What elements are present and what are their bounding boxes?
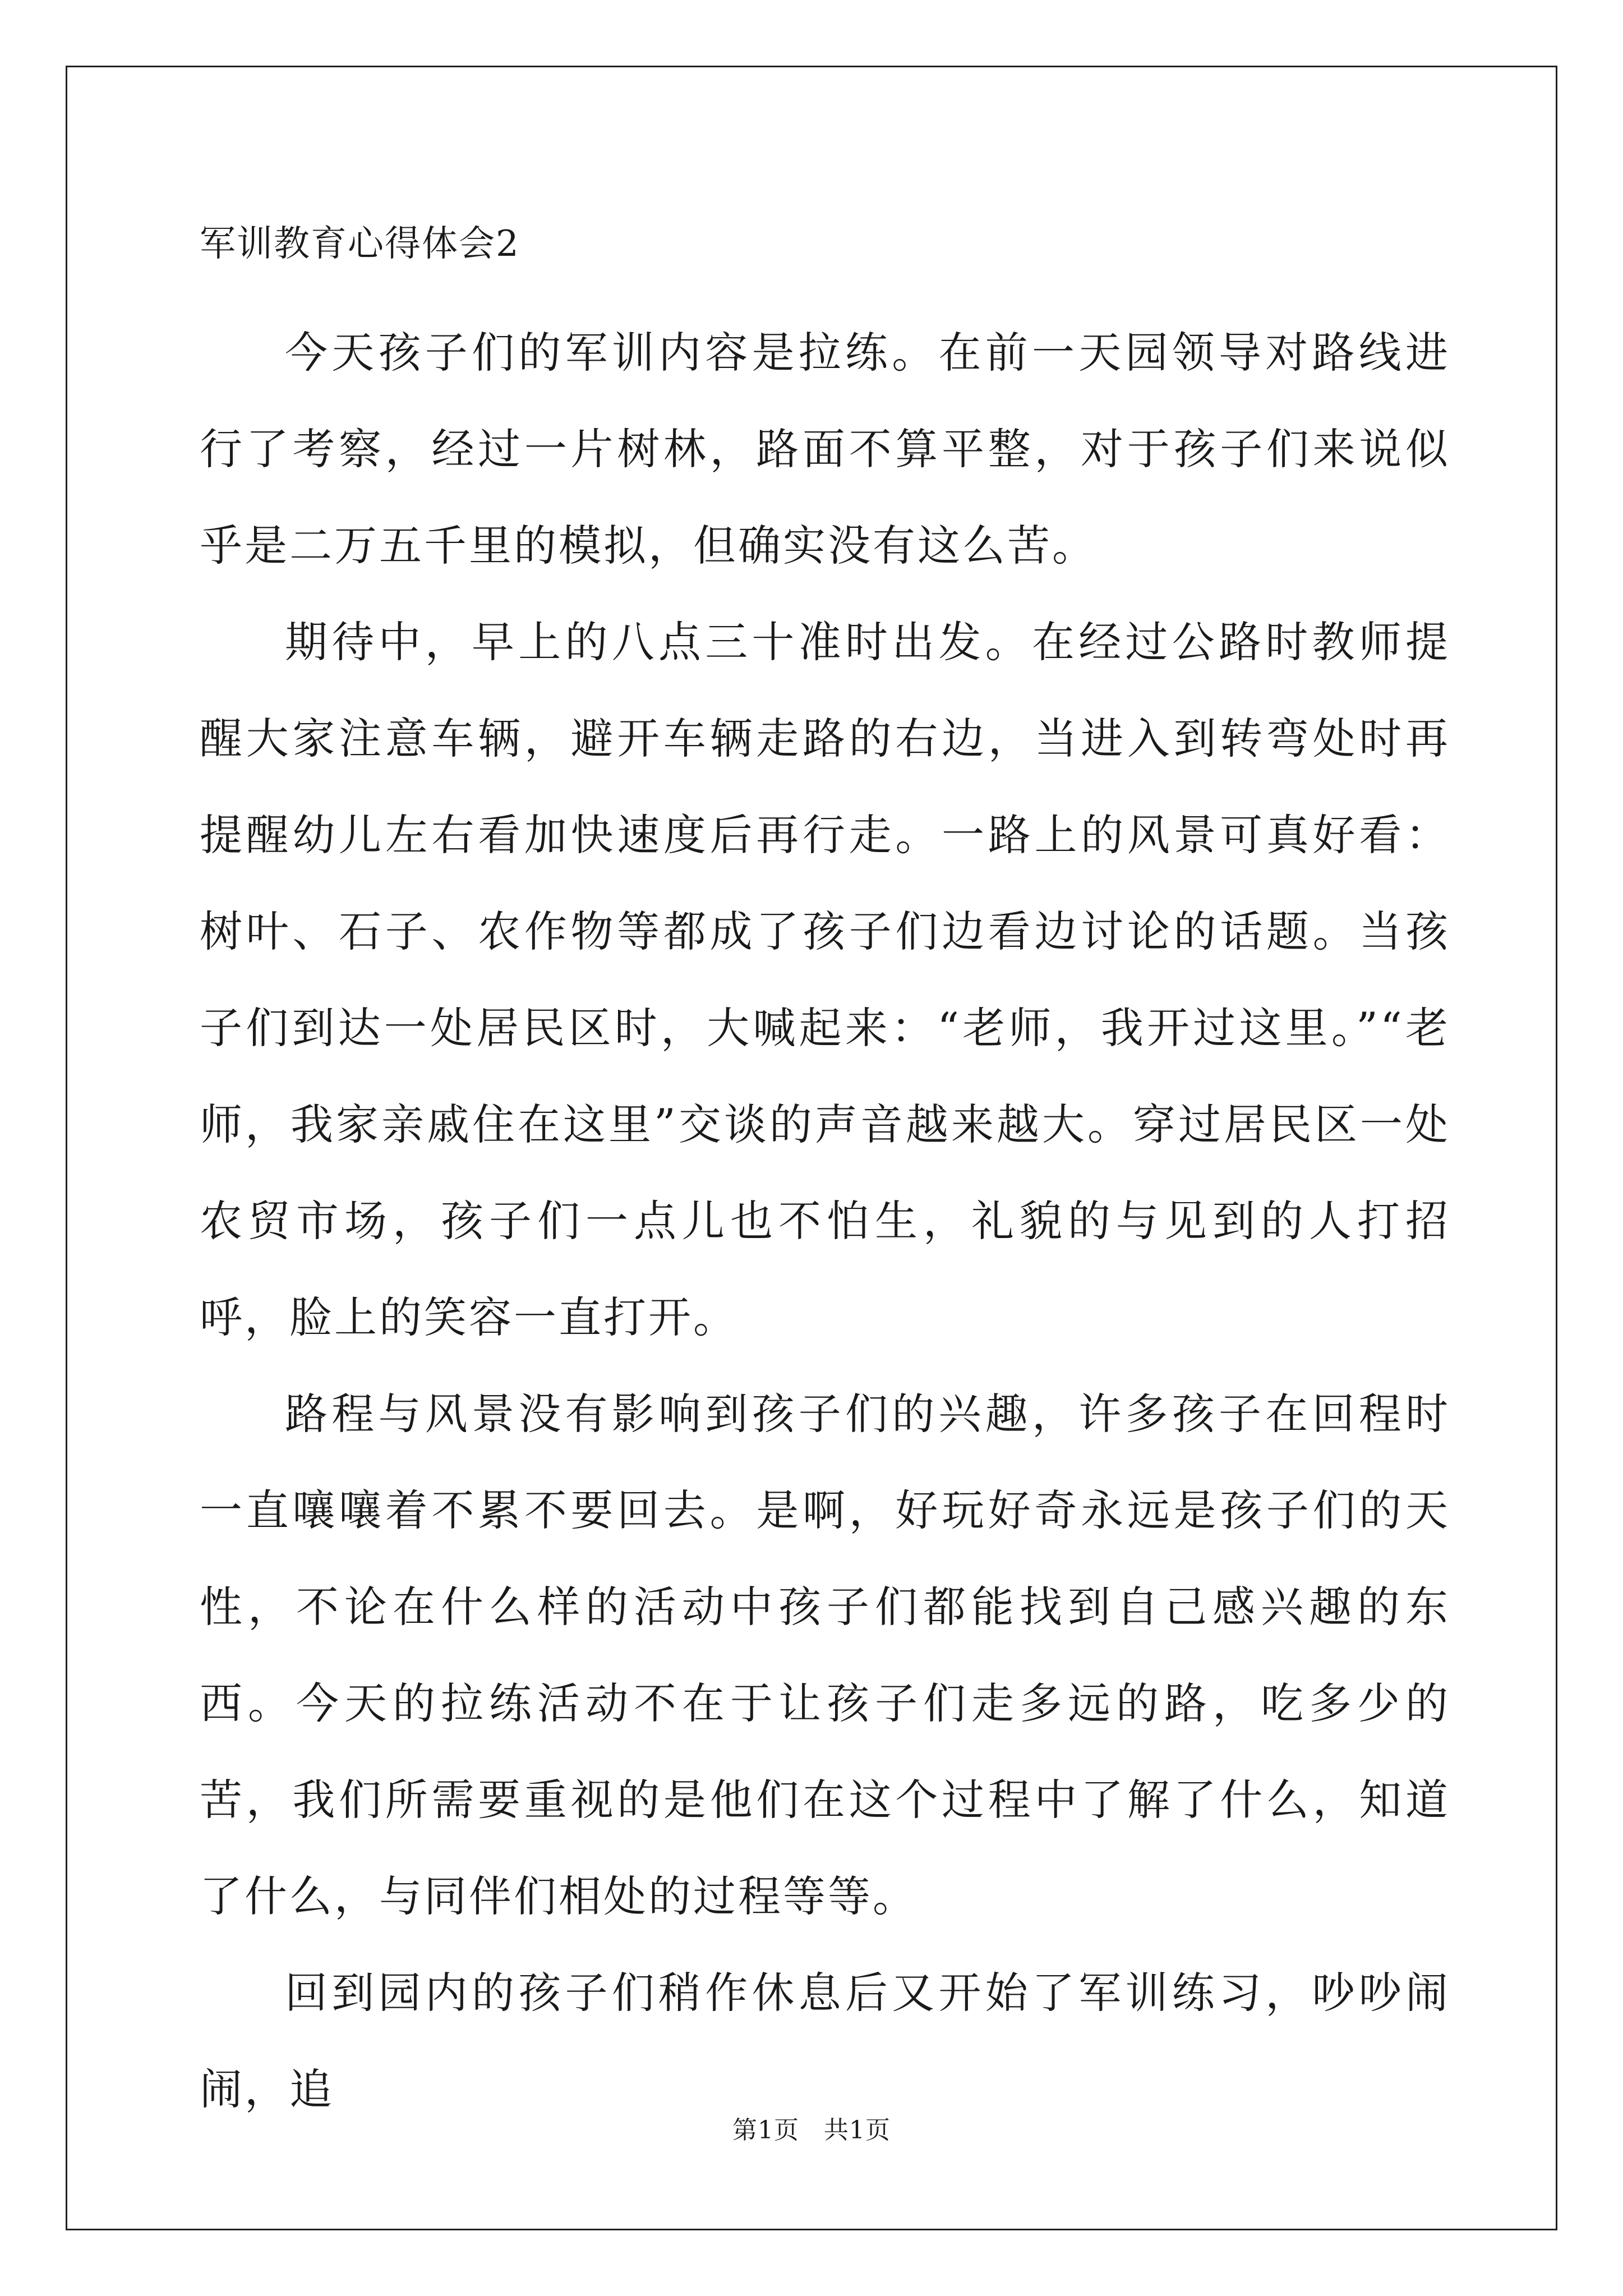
page-total: 共1页	[824, 2116, 891, 2145]
document-title: 军训教育心得体会2	[200, 223, 520, 265]
document-body	[200, 222, 1450, 2138]
paragraph-1: 今天孩子们的军训内容是拉练。在前一天园领导对路线进行了考察，经过一片树林，路面不算平整，对于孩子们来说似乎是二万五千里的模拟，但确实没有这么苦。	[200, 328, 1450, 570]
paragraph-3: 路程与风景没有影响到孩子们的兴趣，许多孩子在回程时一直嚷嚷着不累不要回去。是啊，好玩好奇永远是孩子们的天性，不论在什么样的活动中孩子们都能找到自己感兴趣的东西。今天的拉练活动不在于让孩子们走多远的路，吃多少的苦，我们所需要重视的是他们在这个过程中了解了什么，知道了什么，与同伴们相处的过程等等。	[200, 1389, 1450, 1921]
page-number: 第1页	[732, 2116, 799, 2145]
page-footer	[0, 2115, 1623, 2146]
paragraph-2: 期待中，早上的八点三十准时出发。在经过公路时教师提醒大家注意车辆，避开车辆走路的右边，当进入到转弯处时再提醒幼儿左右看加快速度后再行走。一路上的风景可真好看：树叶、石子、农作物等都成了孩子们边看边讨论的话题。当孩子们到达一处居民区时，大喊起来：“老师，我开过这里。”“老师，我家亲戚住在这里”交谈的声音越来越大。穿过居民区一处农贸市场，孩子们一点儿也不怕生，礼貌的与见到的人打招呼，脸上的笑容一直打开。	[200, 617, 1450, 1342]
paragraph-4: 回到园内的孩子们稍作休息后又开始了军训练习，吵吵闹闹，追	[200, 1968, 1450, 2114]
